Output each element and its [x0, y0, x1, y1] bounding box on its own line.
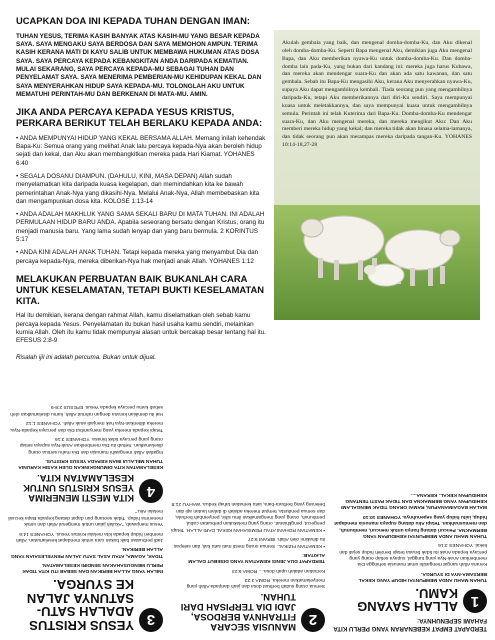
truths-side-rotated — [0, 320, 495, 640]
truth-3-header — [8, 577, 163, 632]
belief-item-3: • ANDA ADALAH MAKHLUK YANG SAMA SEKALI BARU DI MATA TUHAN. INI ADALAH PERMULAAN HIDUP BARU ANDA. Apabila seseorang bersatu dengan Kristus, orang itu menjadi manusia baru. Yang lama sudah lenyap dan yang baru bermula. 2 KORINTUS 5:17 — [16, 211, 265, 244]
truth-4-para-4: Hal itu demikian kerana dengan rahmat Allah, kamu diselamatkan oleh sebab kamu percaya kepada Yesus. EFESUS 2:8-9 — [10, 404, 163, 416]
number-badge-1: 1 — [463, 590, 487, 614]
truth-2-para-2: Kematian adalah upah dosa.... ROMA 6:23 — [232, 567, 325, 573]
belief-item-2: • SEGALA DOSANU DIAMPUN. (DAHULU, KINI, MASA DEPAN) Allah sudah menyelamatkan kita daripada kuasa kegelapan, dan memindahkan kita ke bawah pemerintahan Anak-Nya yang dikasihi-Nya. Melalui Anak-Nya, Allah membebaskan kita dan mengampunkan dosa kita. KOLOSE 1:13-14 — [16, 173, 260, 205]
truth-3-para-1: TIDAK, AGAMA, ATAU ASAL SATU JALAN PENYELESAIAN YANG ALLAH BERIKAN. — [10, 546, 163, 558]
works-text: Hal itu demikian, kerana dengan rahmat Allah, kamu diselamatkan oleh sebab kamu percaya kepada Yesus. Penyelamatan itu bukan hasil usaha kamu sendiri, melainkan kurnia Allah. Oleh itu kamu tidak mempunyai alasan untuk bercakap besar tentang hal itu. EFESUS 2:8-9 — [16, 312, 266, 345]
truths-intro: TERDAPAT EMPAT KEBENARAN YANG PERLU KITA FAHAMI SEPENUHNYA: — [333, 617, 487, 632]
truth-3-para-2: Jadi perbuatan baik bukan cara untuk mendapat keselamatan. Allah memberi hidup kepada kita melalui Kristus Yesus. YOHANES 14:6 — [15, 530, 163, 542]
truth-column-1 — [332, 487, 487, 632]
truth-2-header — [170, 593, 325, 633]
truth-1-header — [332, 586, 487, 613]
truth-1-para-1: TUHAN MAHU ANDA MEMPUNYAI HIDUP YANG KEKAL BERSAMA-NYA DI SYURGA. — [358, 570, 487, 583]
sheep-photo — [274, 30, 480, 320]
works-heading: MELAKUKAN PERBUATAN BAIK BUKANLAH CARA UNTUK KESELAMATAN, TETAPI BUKTI KESELAMATAN KITA. — [16, 272, 265, 306]
prayer-text: TUHAN YESUS, TERIMA KASIH BANYAK ATAS KASIH-MU YANG BESAR KEPADA SAYA. SAYA MENGAKU SAYA BERDOSA DAN SAYA MEMOHON AMPUN. TERIMA KASIH KERANA MATI DI KAYU SALIB UNTUK MEMBAWA HUKUMAN ATAS DOSA SAYA. SAYA PERCAYA KEPADA KEBANGKITAN ANDA DARIPADA KEMATIAN. MULAI SEKARANG, SAYA PERCAYA KEPADA-MU SEBAGAI TUHAN DAN PENYELAMAT SAYA. SAYA MENERIMA PEMBERIAN-MU KEHIDUPAN KEKAL DAN SAYA MENYERAHKAN HIDUP SAYA KEPADA-MU. TOLONGLAH AKU UNTUK MEMATUHI PERINTAH-MU DAN BERKENAN DI MATA-MU. AMIN. — [16, 32, 262, 98]
truth-4-para-1: KESELAMATAN KITA DIMUNGKINKAN OLEH KASIH KARUNIA TUHAN MELALUI IMAN KEPADA YESUS KRISTUS. — [18, 458, 163, 470]
free-tract-note: Risalah ijil ini adalah percuma. Bukan untuk dijual. — [16, 353, 157, 361]
truth-1-title: ALLAH SAYANG KAMU. — [357, 585, 458, 615]
truth-3-para-3: Yesus menjawab, "Akulah jalan untuk mengenal Allah dan untuk menerima hidup. Tidak seorang pun dapat datang kepada Bapa kecuali melalui Aku." — [8, 508, 163, 527]
belief-item-1: • ANDA MEMPUNYAI HIDUP YANG KEKAL BERSAMA ALLAH. Memang inilah kehendak Bapa-Ku: Semua orang yang melihat Anak lalu percaya kepada-Nya akan beroleh hidup sejati dan kekal, dan Aku akan membangkitkan mereka pada Hari Kiamat. YOHANES 6:40 — [16, 134, 266, 167]
truth-4-header — [8, 473, 163, 503]
truth-3-intro: INILAH YANG ALLAH BERIKAN DAN SEBAB ITU KITA TIDAK PERLU MENGUSAHAKAN SENDIRI KESELAMATAN. — [22, 562, 163, 574]
truth-2-para-4: • KEMATIAN FIZIKAL. Semua orang mesti mati satu kali, dan selepas itu dihakimi oleh Allah. IBRANI 9:27 — [173, 536, 325, 548]
truth-1-para-3: TUHAN MAHU ANDA MEMPUNYAI KEHIDUPAN YANG BERMAKNA. Pencuri datang hanya untuk mencuri, membunuh, dan memusnahkan. Tetapi Aku datang supaya manusia mendapat hidup, iaitu hidup yang sepenuhnya. YOHANES 10:10 — [334, 513, 487, 538]
belief-heading: JIKA ANDA PERCAYA KEPADA YESUS KRISTUS, PERKARA BERIKUT TELAH BERLAKU KEPADA ANDA: — [16, 106, 263, 128]
photo-sky — [274, 30, 480, 205]
sheep-illustration — [274, 180, 480, 320]
truth-4-title: KITA MESTI MENERIMA YESUS KRISTUS UNTUK KESELAMATAN KITA. — [23, 473, 134, 505]
number-badge-4: 4 — [139, 479, 163, 503]
prayer-column — [16, 16, 266, 362]
truth-column-3 — [8, 400, 163, 632]
truth-2-para-1: Semua orang sudah berbuat dosa dan jauh daripada Allah yang menyelamatkan mereka. ROMA 3:23 — [186, 577, 325, 589]
truth-2-para-5: • KEMATIAN ROHANI ATAU PEMISAHAN KEKAL DARI ALLAH. Tetapi pengecut, pengkhianat, orang yang melakukan perbuatan cabul, pembunuh, orang yang mengamalkan ilmu sihir, penyembah berhala, dan semua pendusta, tempat mereka adalah di dalam lautan api dan belerang yang berbara-bara, iaitu kematian tahap kedua. WAHYU 21:8 — [171, 501, 325, 532]
truth-1-para-2: Kerana Allah sangat mengasihi umat manusia sehingga Dia memberikan Anak-Nya yang tunggal, supaya setiap orang yang percaya kepada Anak itu tidak binasa tetapi beroleh hidup sejati dan kekal. YOHANES 3:16 — [339, 542, 487, 567]
truth-4-para-2: Ingatlah Allah mengasihi manusia dan Dia mahu semua orang diselamatkan. Sebab itu Dia memberikan Anak-Nya supaya setiap orang yang percaya tidak binasa. YOHANES 3:16 — [19, 435, 163, 454]
belief-item-4: • ANDA KINI ADALAH ANAK TUHAN. Tetapi kepada mereka yang menyambut Dia dan percaya kepada-Nya, mereka diberikan-Nya hak menjadi anak Allah. YOHANES 1:12 — [16, 249, 259, 265]
truths-side-inverted — [0, 320, 495, 640]
truth-2-para-3: TERDAPAT DUA JENIS KEMATIAN YANG DISEBUT DALAM ALKITAB: — [188, 552, 325, 564]
photo-verse-text: Akulah gembala yang baik, dan mengenal domba-domba-Ku, dan Aku dikenal oleh domba-domba-Ku. Seperti Bapa mengenal Aku, demikian juga Aku mengenal Bapa, dan Aku memberikan nyawa-Ku untuk domba-domba-Ku. Dan domba-domba lain pada-Ku, yang bukan dari kandang ini: mereka juga harus Kubawa, dan mereka akan mendengar suara-Ku dan akan ada satu kawanan, dan satu gembala. Sebab itu Bapa-Ku mengasihi Aku, kerana Aku menyerahkan nyawa-Ku, supaya Aku dapat mengambilnya kembali. Tiada seorang pun yang mengambilnya daripada-Ku, tetapi Aku memberikannya dari diri-Ku sendiri. Saya mempunyai kuasa untuk meletakkannya, dan saya mempunyai kuasa untuk mengambilnya semula. Perintah ini telah Kuterima dari Bapa-Ku. Domba-domba-Ku mendengar suara-Ku, dan Aku mengenal mereka, dan mereka mengikut Aku: Dan Aku memberi mereka hidup yang kekal; dan mereka tidak akan binasa selama-lamanya, dan tidak seorang pun akan merampas mereka daripada tangan-Ku. YOHANES 10:14-18,27-28 — [282, 40, 472, 149]
truth-2-title: MANUSIA SECARA FITRAHNYA BERDOSA, JADI DIA TERPISAH DARI TUHAN. — [180, 592, 296, 633]
truth-column-2 — [170, 497, 325, 632]
truth-3-title: YESUS KRISTUS ADALAH SATU-SATUNYA JALAN KE SYURGA. — [26, 577, 134, 633]
number-badge-2: 2 — [301, 608, 325, 632]
number-badge-3: 3 — [139, 608, 163, 632]
prayer-heading: UCAPKAN DOA INI KEPADA TUHAN DENGAN IMAN: — [16, 15, 251, 26]
truth-4-para-3: Tetapi kepada mereka yang menyambut Dia dan percaya kepada-Nya, mereka diberikan-Nya hak menjadi anak Allah. YOHANES 1:12 — [9, 420, 163, 432]
truth-1-para-4: MALAH BAGAIMANAPUN, RAMAI ORANG TIDAK MENGALAMI KEHIDUPAN YANG BERMAKNA DAN TIDAK PASTI TENTANG KEHIDUPAN KEKAL. KERANA.... — [341, 491, 487, 510]
